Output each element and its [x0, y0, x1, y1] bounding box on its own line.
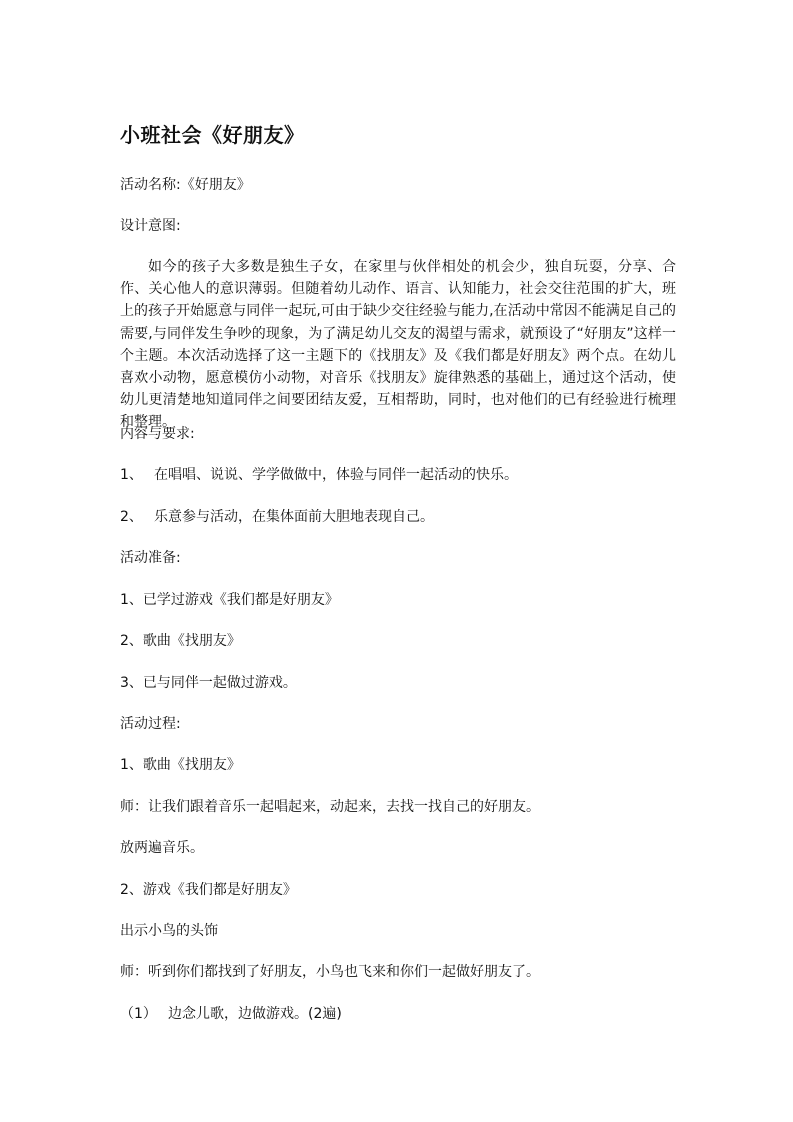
process-line: 出示小鸟的头饰	[120, 923, 218, 939]
design-intent-heading: 设计意图:	[120, 218, 181, 234]
requirement-text: 乐意参与活动，在集体面前大胆地表现自己。	[154, 509, 434, 525]
preparation-item: 1、已学过游戏《我们都是好朋友》	[120, 592, 339, 608]
process-line: 放两遍音乐。	[120, 840, 204, 856]
process-heading: 活动过程:	[120, 716, 181, 732]
requirement-text: 在唱唱、说说、学学做做中，体验与同伴一起活动的快乐。	[154, 467, 518, 483]
requirement-item	[120, 507, 434, 527]
process-line: 2、游戏《我们都是好朋友》	[120, 882, 297, 898]
step-text: 边念儿歌，边做游戏。(2遍)	[168, 1006, 342, 1022]
requirements-heading: 内容与要求:	[120, 426, 195, 442]
requirement-number: 2、	[120, 509, 143, 525]
process-line: 1、歌曲《找朋友》	[120, 757, 241, 773]
design-intent-paragraph: 如今的孩子大多数是独生子女，在家里与伙伴相处的机会少，独自玩耍，分享、合作、关心他人的意识薄弱。但随着幼儿动作、语言、认知能力，社会交往范围的扩大，班上的孩子开始愿意与同伴一起玩,可由于缺少交往经验与能力,在活动中常因不能满足自己的需要,与同伴发生争吵的现象，为了满足幼儿交友的渴望与需求，就预设了“好朋友”这样一个主题。本次活动选择了这一主题下的《找朋友》及《我们都是好朋友》两个点。在幼儿喜欢小动物，愿意模仿小动物，对音乐《找朋友》旋律熟悉的基础上，通过这个活动，使幼儿更清楚地知道同伴之间要团结友爱，互相帮助，同时，也对他们的已有经验进行梳理和整理。	[120, 259, 676, 431]
process-step	[120, 1004, 342, 1024]
document-title: 小班社会《好朋友》	[120, 123, 305, 147]
preparation-item: 2、歌曲《找朋友》	[120, 633, 241, 649]
preparation-heading: 活动准备:	[120, 550, 181, 566]
preparation-item: 3、已与同伴一起做过游戏。	[120, 675, 297, 691]
process-line: 师：让我们跟着音乐一起唱起来，动起来，去找一找自己的好朋友。	[120, 799, 540, 815]
requirement-item	[120, 465, 518, 485]
step-number: （1）	[120, 1006, 157, 1022]
process-line: 师：听到你们都找到了好朋友，小鸟也飞来和你们一起做好朋友了。	[120, 964, 540, 980]
requirement-number: 1、	[120, 467, 143, 483]
activity-name: 活动名称:《好朋友》	[120, 177, 251, 193]
